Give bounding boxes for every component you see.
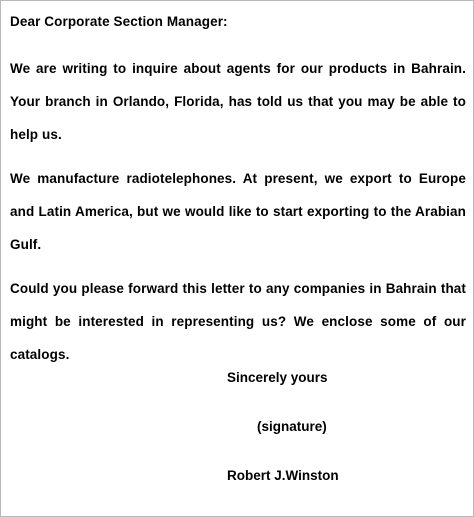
closing-line: Sincerely yours [227,370,328,385]
salutation: Dear Corporate Section Manager: [10,14,228,29]
signer-name: Robert J.Winston [227,468,339,483]
paragraph-3: Could you please forward this letter to any companies in Bahrain that might be interested in representing us? We enclose some of our catalogs. [10,281,466,362]
signature-placeholder: (signature) [257,419,327,434]
paragraph-2: We manufacture radiotelephones. At present, we export to Europe and Latin America, but we would like to start exporting to the Arabian Gulf. [10,171,466,252]
letter-body [10,13,466,382]
paragraph-1: We are writing to inquire about agents for our products in Bahrain. Your branch in Orlando, Florida, has told us that you may be able to help us. [10,61,466,142]
